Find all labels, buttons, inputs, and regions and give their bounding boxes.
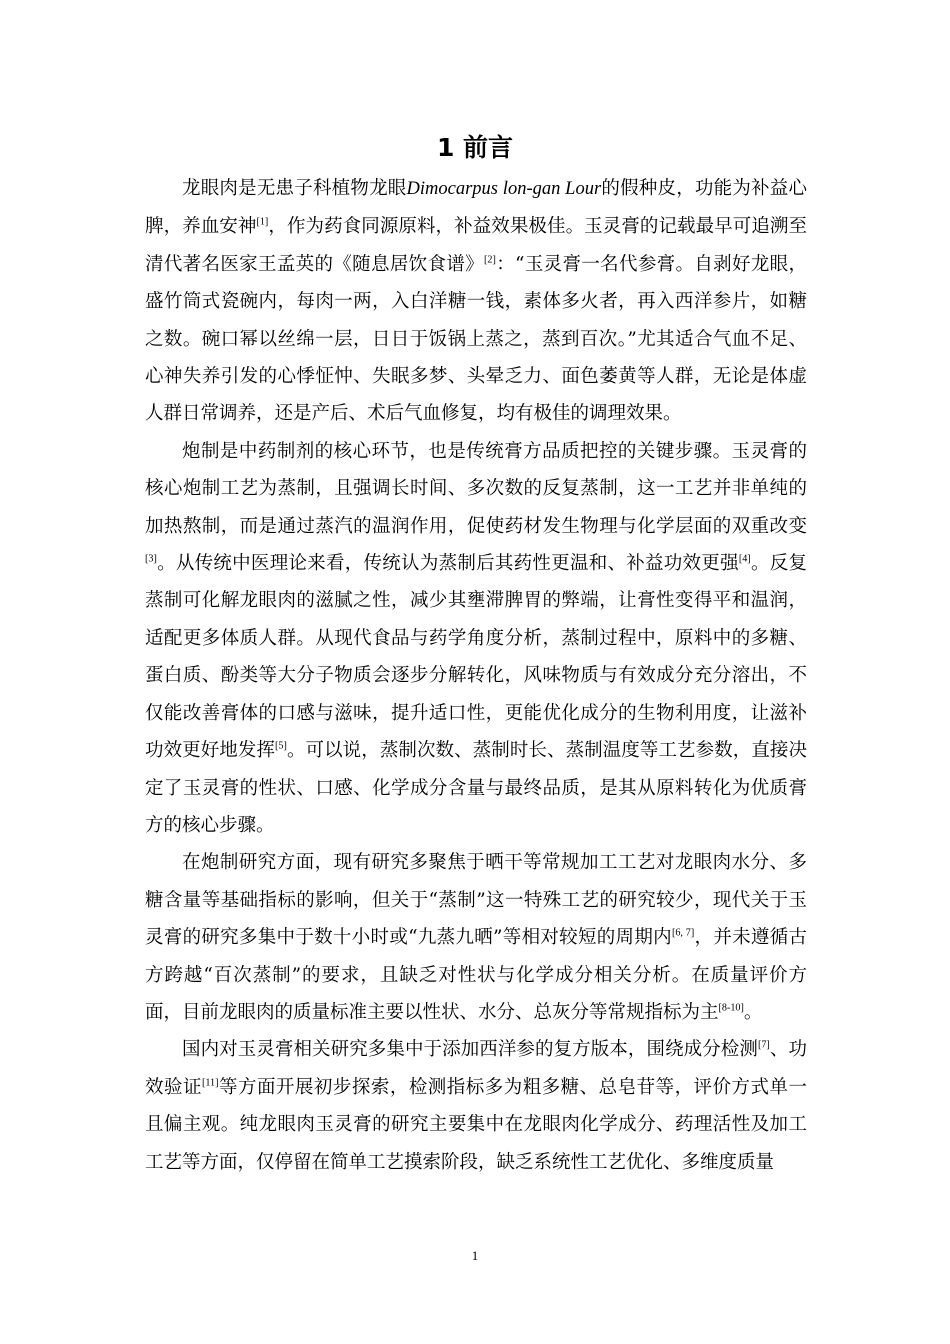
body-text xyxy=(145,170,807,1181)
page-number: 1 xyxy=(471,1248,479,1263)
paragraph-1 xyxy=(145,170,807,433)
text-run: 的假种皮，功能为补益心脾，养血安神 xyxy=(145,178,807,238)
paragraph-4 xyxy=(145,1031,807,1181)
text-run: 国内对玉灵膏相关研究多集中于添加西洋参的复方版本，围绕成分检测 xyxy=(182,1039,758,1061)
citation-marker: [1] xyxy=(256,216,269,228)
citation-marker: [4] xyxy=(738,553,751,565)
citation-marker: [6, 7] xyxy=(671,927,695,939)
citation-marker: [7] xyxy=(757,1039,770,1051)
text-run: 。反复蒸制可化解龙眼肉的滋腻之性，减少其壅滞脾胃的弊端，让膏性变得平和温润，适配更多体质人群。从现代食品与药学角度分析，蒸制过程中，原料中的多糖、蛋白质、酚类等大分子物质会逐步分解转化，风味物质与有效成分充分溶出，不仅能改善膏体的口感与滋味，提升适口性，更能优化成分的生物利用度，让滋补功效更好地发挥 xyxy=(145,553,807,762)
citation-marker: [2] xyxy=(484,254,496,266)
text-run: 炮制是中药制剂的核心环节，也是传统膏方品质把控的关键步骤。玉灵膏的核心炮制工艺为蒸制，且强调长时间、多次数的反复蒸制，这一工艺并非单纯的加热熬制，而是通过蒸汽的温润作用，促使药材发生物理与化学层面的双重改变 xyxy=(145,440,807,537)
paragraph-2 xyxy=(145,433,807,844)
paragraph-3 xyxy=(145,844,807,1031)
text-run: 龙眼肉是无患子科植物龙眼 xyxy=(182,178,407,199)
citation-marker: [11] xyxy=(201,1077,219,1089)
section-heading: 1 前言 xyxy=(436,133,514,162)
citation-marker: [8-10] xyxy=(718,1002,744,1014)
citation-marker: [3] xyxy=(145,553,157,565)
text-run: 。从传统中医理论来看，传统认为蒸制后其药性更温和、补益功效更强 xyxy=(156,553,739,575)
text-run: 、功效验证 xyxy=(145,1039,807,1098)
text-run: 。 xyxy=(743,1001,763,1023)
text-run: ，作为药食同源原料，补益效果极佳。玉灵膏的记载最早可追溯至清代著名医家王孟英的《随息居饮食谱》 xyxy=(145,216,807,275)
latin-species-name: Dimocarpus lon-gan Lour xyxy=(406,179,602,199)
text-run: 在炮制研究方面，现有研究多聚焦于晒干等常规加工工艺对龙眼肉水分、多糖含量等基础指标的影响，但关于“蒸制”这一特殊工艺的研究较少，现代关于玉灵膏的研究多集中于数十小时或“九蒸九晒”等相对较短的周期内 xyxy=(145,852,807,949)
text-run: 。可以说，蒸制次数、蒸制时长、蒸制温度等工艺参数，直接决定了玉灵膏的性状、口感、化学成分含量与最终品质，是其从原料转化为优质膏方的核心步骤。 xyxy=(145,740,807,836)
citation-marker: [5] xyxy=(275,740,287,752)
text-run: ：“玉灵膏一名代参膏。自剥好龙眼，盛竹筒式瓷碗内，每肉一两，入白洋糖一钱，素体多火者，再入西洋参片，如糖之数。碗口幂以丝绵一层，日日于饭锅上蒸之，蒸到百次。”尤其适合气血不足、心神失养引发的心悸怔忡、失眠多梦、头晕乏力、面色萎黄等人群，无论是体虚人群日常调养，还是产后、术后气血修复，均有极佳的调理效果。 xyxy=(145,253,807,425)
text-run: 等方面开展初步探索，检测指标多为粗多糖、总皂苷等，评价方式单一且偏主观。纯龙眼肉玉灵膏的研究主要集中在龙眼肉化学成分、药理活性及加工工艺等方面，仅停留在简单工艺摸索阶段，缺乏系统性工艺优化、多维度质量 xyxy=(145,1076,807,1173)
text-run: ，并未遵循古方跨越“百次蒸制”的要求，且缺乏对性状与化学成分相关分析。在质量评价方面，目前龙眼肉的质量标准主要以性状、水分、总灰分等常规指标为主 xyxy=(145,927,807,1023)
